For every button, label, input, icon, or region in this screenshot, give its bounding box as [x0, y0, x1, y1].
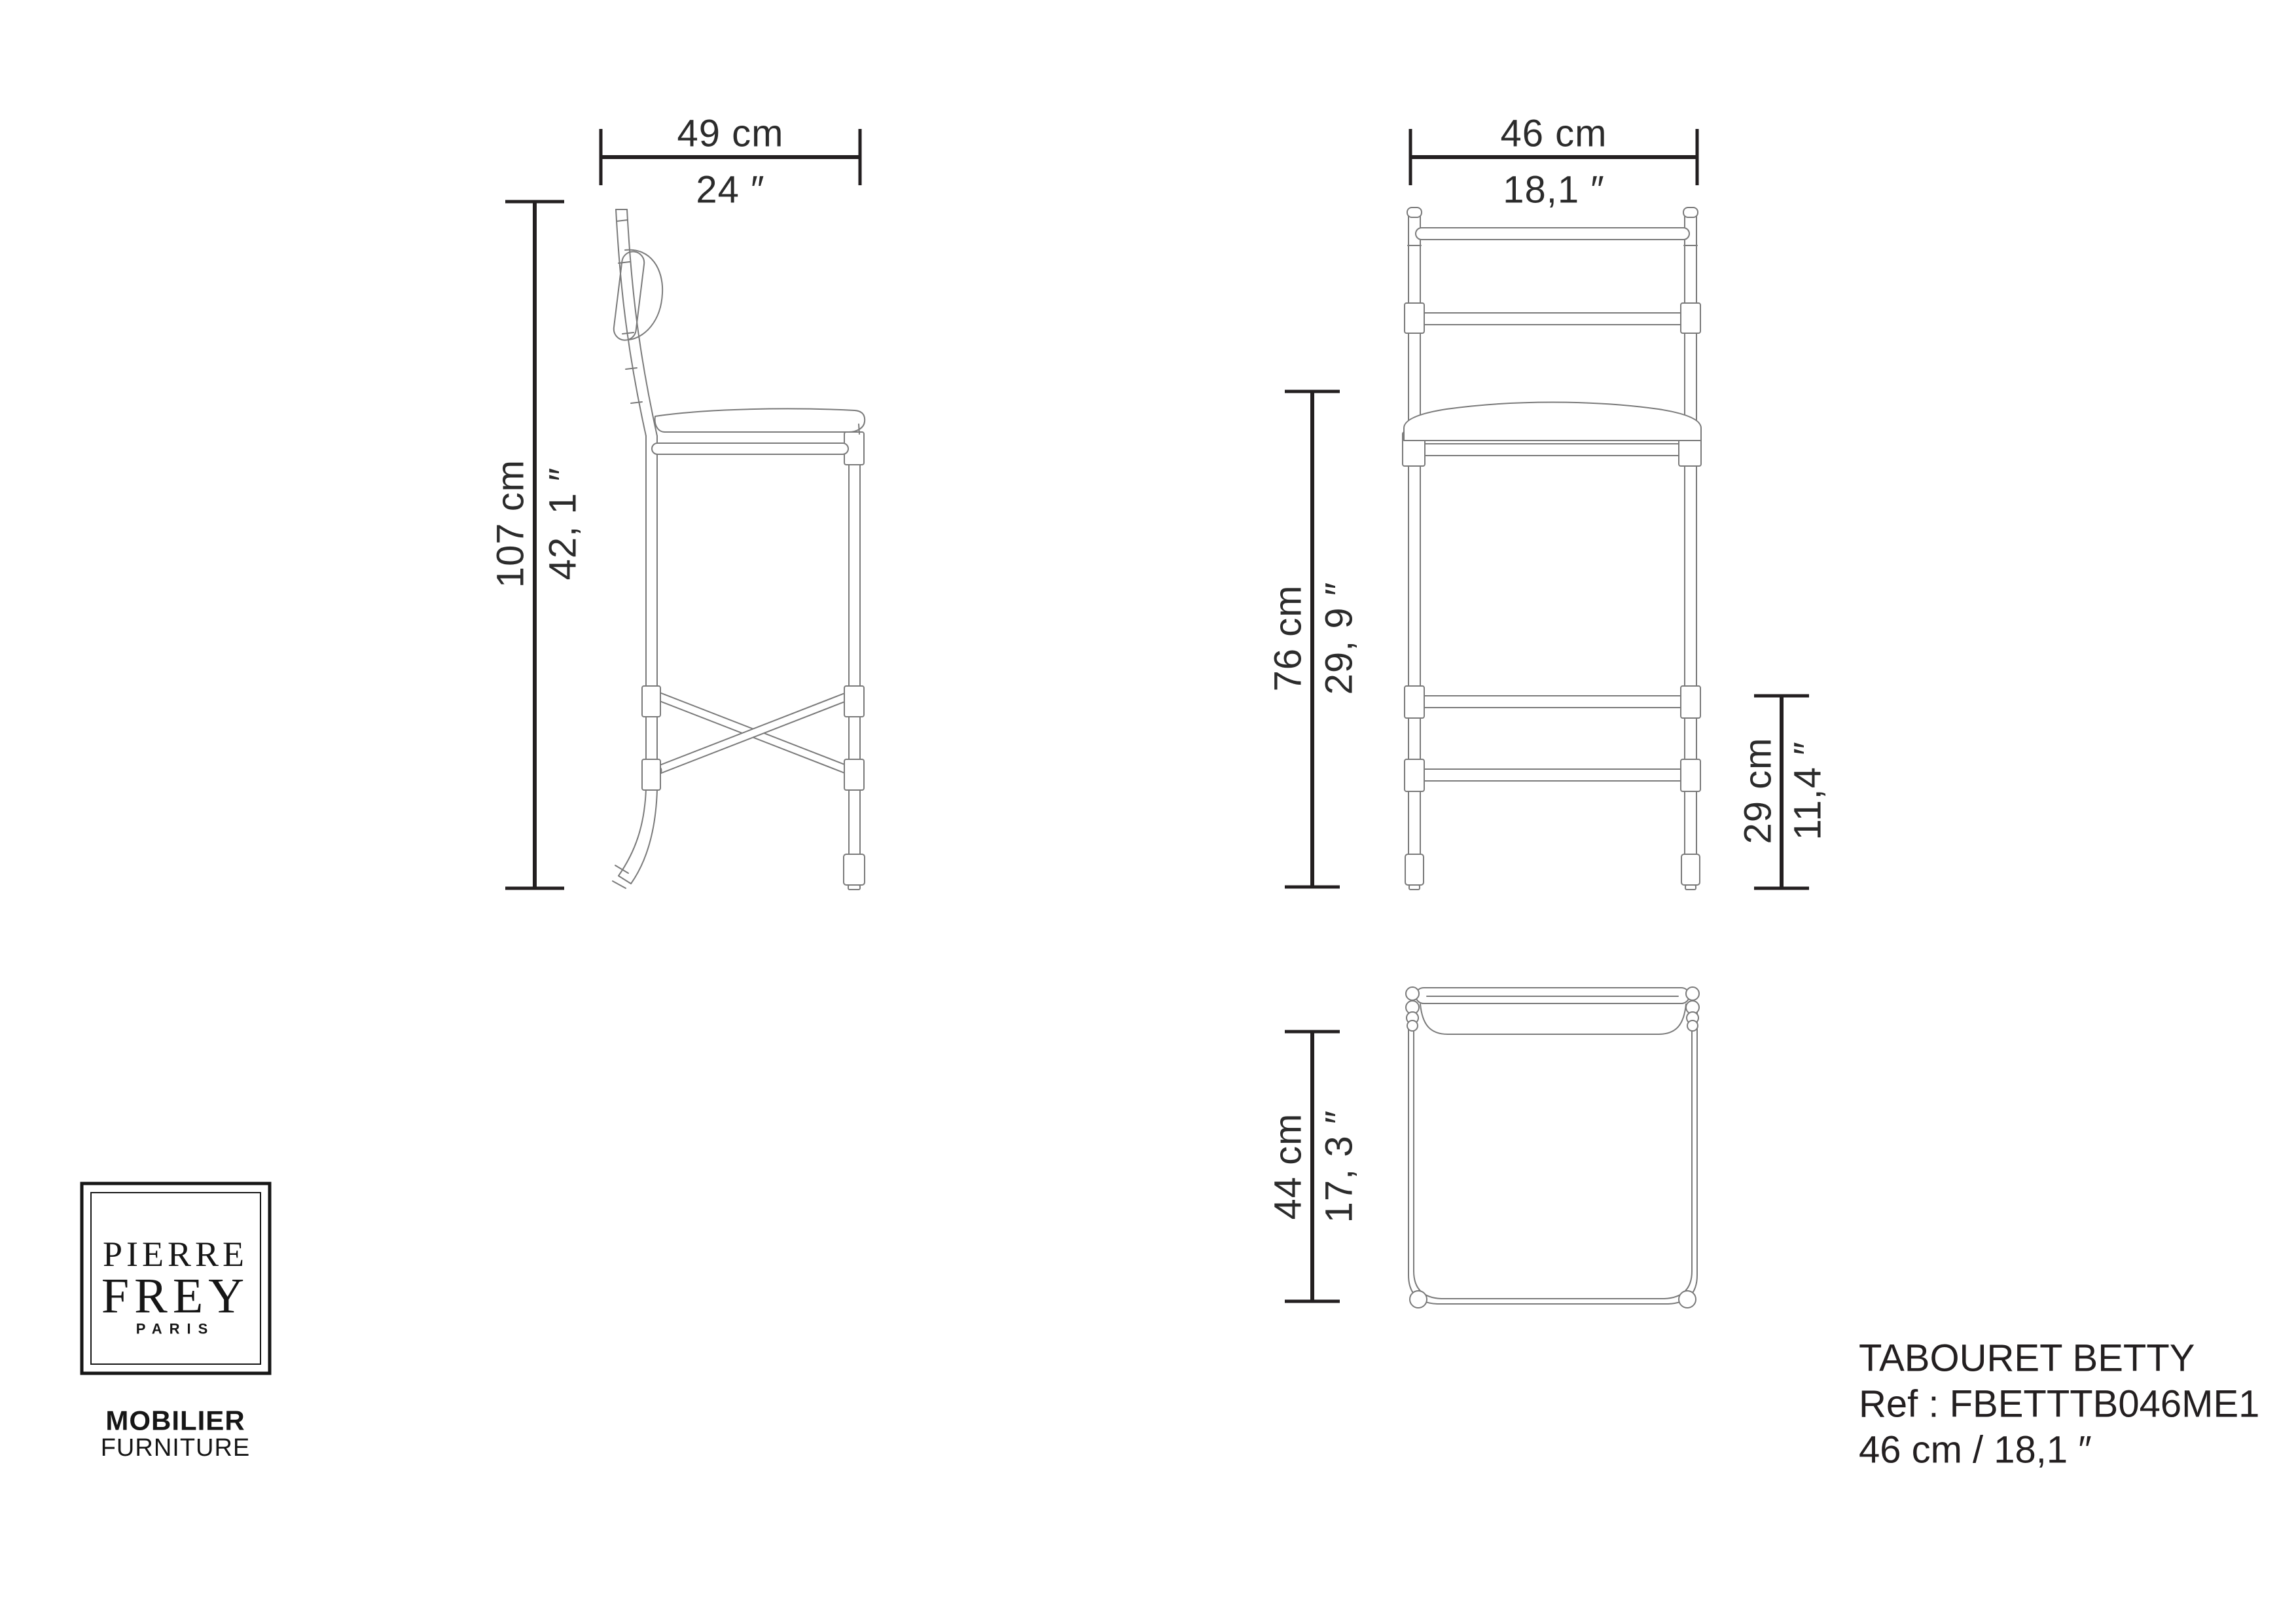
side-x-stretcher [653, 692, 853, 775]
side-backrest-post [616, 209, 657, 436]
top-seat-back-edge [1420, 1004, 1686, 1034]
top-right-foot [1679, 1291, 1696, 1308]
logo-city: PARIS [135, 1320, 215, 1337]
seat-height-inch-label: 29, 9 ″ [1318, 581, 1361, 695]
side-front-leg [849, 433, 860, 854]
side-width-inch-label: 24 ″ [696, 168, 765, 211]
footrest-height-inch-label: 11,4 ″ [1786, 741, 1829, 840]
total-height-dimension [490, 202, 584, 888]
seat-depth-cm-label: 44 cm [1266, 1113, 1310, 1220]
front-width-inch-label: 18,1 ″ [1503, 168, 1605, 211]
side-backrest-sleeve [613, 250, 645, 341]
footrest-height-cm-label: 29 cm [1736, 737, 1780, 844]
side-view-drawing [613, 209, 865, 890]
seat-depth-inch-label: 17, 3 ″ [1318, 1110, 1361, 1223]
side-leg-joints [642, 432, 865, 890]
front-view-drawing [1403, 208, 1701, 890]
total-height-inch-label: 42, 1 ″ [541, 467, 584, 581]
top-left-post-rings [1406, 987, 1419, 1031]
product-reference: Ref : FBETTTB046ME1 [1859, 1382, 2260, 1426]
seat-height-dimension [1267, 391, 1361, 887]
category-label-en: FURNITURE [100, 1434, 251, 1462]
top-view-drawing [1406, 987, 1699, 1308]
logo-name-line1: PIERRE [102, 1235, 249, 1274]
front-seat-cushion [1404, 403, 1701, 441]
category-label-fr: MOBILIER [105, 1405, 245, 1436]
side-seat-cushion [655, 408, 865, 432]
side-back-leg [613, 436, 657, 888]
front-width-cm-label: 46 cm [1500, 112, 1607, 155]
top-seat-outer-edge [1408, 1004, 1697, 1304]
product-size: 46 cm / 18,1 ″ [1859, 1428, 2092, 1471]
side-width-cm-label: 49 cm [677, 112, 784, 155]
product-name: TABOURET BETTY [1859, 1337, 2195, 1380]
front-leg-joints [1403, 303, 1701, 890]
top-left-foot [1410, 1291, 1427, 1308]
footrest-height-dimension [1737, 696, 1829, 888]
product-info [1859, 1337, 2259, 1471]
side-seat-rail [652, 443, 848, 454]
total-height-cm-label: 107 cm [489, 459, 532, 588]
seat-height-cm-label: 76 cm [1266, 585, 1310, 692]
brand-logo [82, 1183, 270, 1462]
front-width-dimension [1410, 113, 1697, 211]
logo-name-line2: FREY [101, 1269, 250, 1324]
front-rails [1416, 228, 1689, 781]
top-right-post-rings [1686, 987, 1699, 1031]
seat-depth-dimension [1267, 1032, 1361, 1301]
side-width-dimension [601, 113, 860, 211]
top-seat-inner-edge [1414, 1004, 1692, 1299]
